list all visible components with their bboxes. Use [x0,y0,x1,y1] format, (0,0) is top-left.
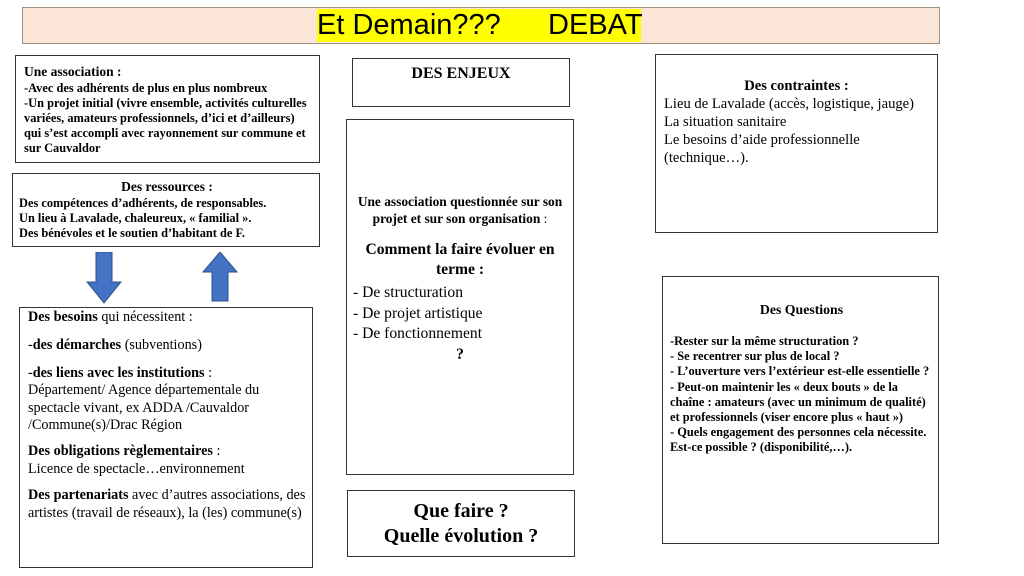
contraintes-line-2: La situation sanitaire [664,114,787,130]
questions-line-3: - L’ouverture vers l’extérieur est-elle essentielle ? [670,364,930,379]
association-line-1: -Avec des adhérents de plus en plus nombreux [24,81,268,95]
quefaire-line-1: Que faire ? [413,500,509,522]
enjeux-heading: DES ENJEUX [411,65,511,82]
besoins-obligations: Des obligations règlementaires : [28,443,221,460]
questions-heading: Des Questions [759,302,844,317]
center-evolve: Comment la faire évoluer en terme : [365,241,555,278]
arrow-down-icon [86,252,122,304]
center-item-3: - De fonctionnement [353,325,483,342]
center-qmark: ? [456,345,464,363]
besoins-box [19,307,313,568]
association-heading: Une association : [24,64,122,79]
contraintes-line-1: Lieu de Lavalade (accès, logistique, jauge) [664,96,915,112]
title-right: DEBAT [548,9,643,41]
questions-line-5: - Quels engagement des personnes cela nécessite. Est-ce possible ? (disponibilité,…). [670,425,927,455]
besoins-liens: -des liens avec les institutions : [28,364,213,381]
enjeux-box [352,58,570,107]
questions-line-2: - Se recentrer sur plus de local ? [670,349,840,364]
contraintes-line-3: Le besoins d’aide professionnelle (technique…). [664,132,860,166]
center-item-1: - De structuration [353,284,463,301]
association-box [15,55,320,163]
arrow-up-icon [202,252,238,302]
questions-line-4: - Peut-on maintenir les « deux bouts » de la chaîne : amateurs (avec un minimum de qualité) et professionnels (viser encore plus « haut ») [670,379,926,425]
contraintes-heading: Des contraintes : [744,78,849,94]
page-title [317,6,641,44]
questions-line-1: -Rester sur la même structuration ? [670,334,859,348]
quefaire-box [347,490,575,557]
ressources-box [12,173,320,247]
ressources-heading: Des ressources : [121,179,213,194]
ressources-line-1: Des compétences d’adhérents, de responsables. [19,196,267,210]
contraintes-box [655,54,938,233]
besoins-partenariats: Des partenariats avec d’autres associations, des artistes (travail de réseaux), la (les) commune(s) [28,487,306,521]
quefaire-line-2: Quelle évolution ? [383,525,539,547]
besoins-demarches: -des démarches (subventions) [28,337,202,354]
ressources-line-3: Des bénévoles et le soutien d’habitant de F. [19,226,246,240]
association-line-2: -Un projet initial (vivre ensemble, activités culturelles variées, amateurs professionnels, d’ici et d’ailleurs) qui s’est accompli avec rayonnement sur commune et sur Cauvaldor [24,96,307,155]
besoins-heading: Des besoins qui nécessitent : [28,309,193,325]
besoins-liens-detail: Département/ Agence départementale du spectacle vivant, ex ADDA /Cauvaldor /Commune(s)/Drac Région [28,382,260,434]
title-left: Et Demain??? [317,9,501,41]
center-question: Une association questionnée sur son projet et sur son organisation : [357,194,563,226]
center-item-2: - De projet artistique [353,304,483,322]
center-items [351,283,569,345]
center-box [346,119,574,475]
besoins-obligations-detail: Licence de spectacle…environnement [28,460,245,477]
ressources-line-2: Un lieu à Lavalade, chaleureux, « familial ». [19,211,252,225]
questions-box [662,276,939,544]
